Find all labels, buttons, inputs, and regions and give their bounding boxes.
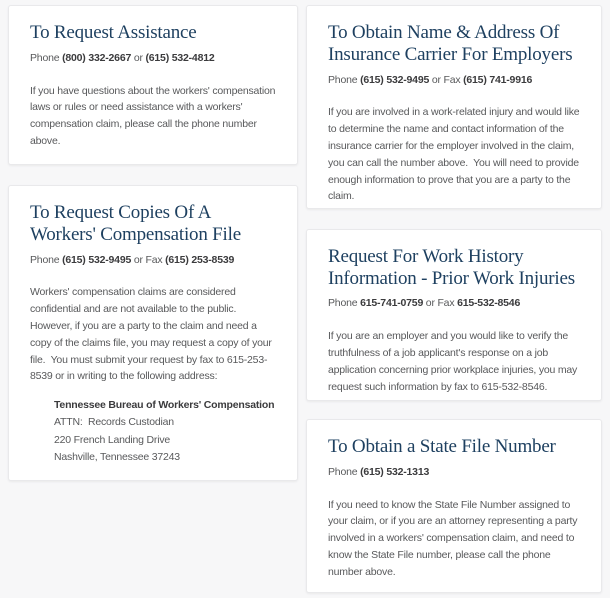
phone-label: Phone	[30, 51, 63, 64]
phone-line	[328, 295, 581, 312]
phone-separator: or Fax	[423, 297, 458, 310]
card-body-text: If you have questions about the workers' compensation laws or rules or need assistance with a workers' compensation claim, please call the phone number above.	[30, 84, 276, 148]
address-street: 220 French Landing Drive	[54, 433, 171, 446]
address-city: Nashville, Tennessee 37243	[54, 451, 180, 464]
phone-number: (615) 741-9916	[463, 73, 533, 86]
card-state-file-number	[306, 419, 602, 593]
address-attn: ATTN: Records Custodian	[54, 416, 174, 429]
phone-separator: or Fax	[131, 253, 166, 266]
phone-label: Phone	[328, 465, 361, 478]
phone-label: Phone	[328, 73, 361, 86]
left-column	[8, 5, 298, 593]
phone-number: (615) 532-9495	[360, 73, 430, 86]
card-title: To Request Copies Of A Workers' Compensation File	[30, 201, 241, 245]
phone-line	[328, 72, 581, 89]
phone-label: Phone	[30, 253, 63, 266]
phone-number: (800) 332-2667	[62, 51, 132, 64]
card-request-assistance	[8, 5, 298, 165]
card-title: To Request Assistance	[30, 22, 197, 43]
phone-separator: or	[131, 51, 146, 64]
phone-line	[328, 464, 581, 481]
phone-label: Phone	[328, 297, 361, 310]
card-body-text: Workers' compensation claims are considered confidential and are not available to the public. However, if you are a party to the claim and need a copy of the claims file, you may request a copy of your file. You must submit your request by fax to 615-253-8539 or in writing to the following address:	[30, 286, 272, 383]
mailing-address-block	[54, 397, 277, 466]
card-body-text: If you are an employer and you would like to verify the truthfulness of a job applicant's response on a job application concerning prior workplace injuries, you may request such information by fax to 615-532-8546.	[328, 330, 578, 393]
phone-number: 615-532-8546	[457, 297, 521, 310]
phone-line	[30, 50, 277, 67]
card-work-history	[306, 229, 602, 401]
card-title: Request For Work History Information - Prior Work Injuries	[328, 245, 575, 289]
card-body-text: If you are involved in a work-related injury and would like to determine the name and contact information of the insurance carrier for the employer involved in the claim, you can call the number above. You will need to provide enough information to prove that you are a party to the claim.	[328, 106, 580, 203]
phone-number: 615-741-0759	[360, 297, 424, 310]
phone-number: (615) 532-4812	[145, 51, 215, 64]
card-body-text: If you need to know the State File Number assigned to your claim, or if you are an attorney representing a party involved in a workers' compensation claim, and need to know the State File number, please call the phone number above.	[328, 498, 578, 578]
address-organization: Tennessee Bureau of Workers' Compensation	[54, 399, 275, 412]
card-insurance-carrier	[306, 5, 602, 209]
phone-separator: or Fax	[429, 73, 464, 86]
phone-number: (615) 532-1313	[360, 465, 430, 478]
phone-number: (615) 532-9495	[62, 253, 132, 266]
card-request-copies	[8, 185, 298, 482]
phone-line	[30, 252, 277, 269]
phone-number: (615) 253-8539	[165, 253, 235, 266]
right-column	[306, 5, 602, 593]
card-title: To Obtain Name & Address Of Insurance Carrier For Employers	[328, 22, 573, 65]
card-title: To Obtain a State File Number	[328, 436, 556, 457]
